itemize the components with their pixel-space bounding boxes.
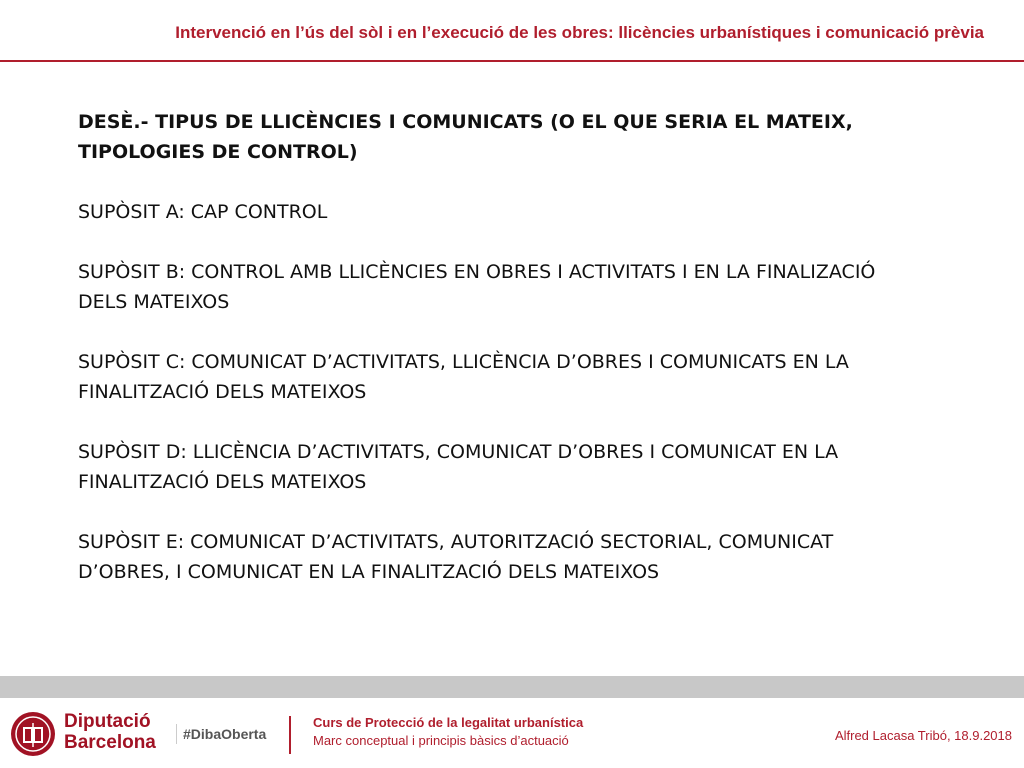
course-subtitle: Marc conceptual i principis bàsics d’actuació xyxy=(313,733,569,748)
footer-band xyxy=(0,676,1024,698)
logo-line-2: Barcelona xyxy=(64,732,156,753)
list-item: SUPÒSIT E: COMUNICAT D’ACTIVITATS, AUTORITZACIÓ SECTORIAL, COMUNICAT D’OBRES, I COMUNICAT EN LA FINALITZACIÓ DELS MATEIXOS xyxy=(78,531,834,583)
list-item: SUPÒSIT C: COMUNICAT D’ACTIVITATS, LLICÈNCIA D’OBRES I COMUNICATS EN LA FINALITZACIÓ DELS MATEIXOS xyxy=(78,351,849,403)
list-item: SUPÒSIT A: CAP CONTROL xyxy=(78,201,328,223)
slide-body xyxy=(78,107,898,617)
list-item: SUPÒSIT B: CONTROL AMB LLICÈNCIES EN OBRES I ACTIVITATS I EN LA FINALIZACIÓ DELS MATEIXOS xyxy=(78,261,876,313)
course-info xyxy=(313,714,583,750)
footer-divider xyxy=(289,716,291,754)
slide-heading: DESÈ.- TIPUS DE LLICÈNCIES I COMUNICATS (O EL QUE SERIA EL MATEIX, TIPOLOGIES DE CONTROL) xyxy=(78,111,853,163)
list-item: SUPÒSIT D: LLICÈNCIA D’ACTIVITATS, COMUNICAT D’OBRES I COMUNICAT EN LA FINALITZACIÓ DELS MATEIXOS xyxy=(78,441,839,493)
logo-wordmark xyxy=(64,711,156,753)
hashtag-label: #DibaOberta xyxy=(176,724,281,744)
author-date: Alfred Lacasa Tribó, 18.9.2018 xyxy=(834,728,1012,743)
logo-line-1: Diputació xyxy=(64,711,151,732)
diputacio-seal-icon xyxy=(10,709,56,759)
header-divider xyxy=(0,60,1024,62)
slide-header-title: Intervenció en l’ús del sòl i en l’execució de les obres: llicències urbanístiques i comunicació prèvia xyxy=(175,23,984,42)
course-title: Curs de Protecció de la legalitat urbanística xyxy=(313,715,584,730)
